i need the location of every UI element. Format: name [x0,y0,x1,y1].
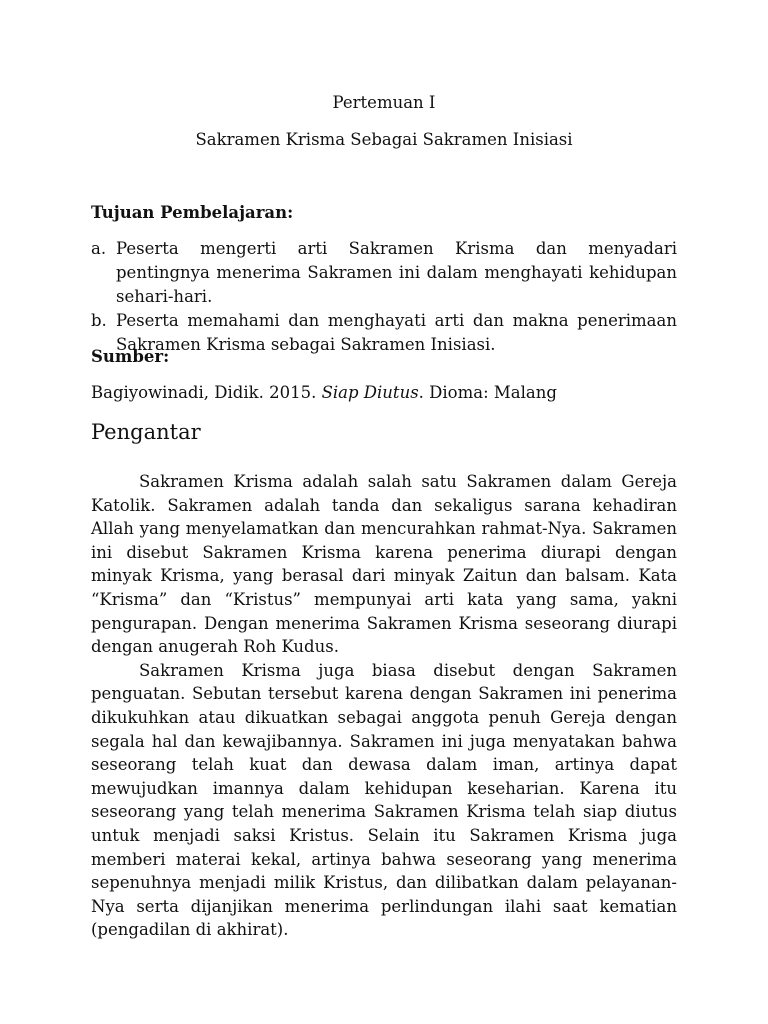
list-item-text: Peserta memahami dan menghayati arti dan makna penerimaan Sakramen Krisma sebagai Sakramen Inisiasi. [116,311,677,354]
citation-prefix: Bagiyowinadi, Didik. 2015. [91,383,322,402]
introduction-heading: Pengantar [91,420,201,444]
document-title: Sakramen Krisma Sebagai Sakramen Inisiasi [195,130,573,149]
sources-heading: Sumber: [91,347,170,366]
list-marker: a. [91,239,107,258]
introduction-body [91,470,677,942]
list-item-text: Peserta mengerti arti Sakramen Krisma dan menyadari pentingnya menerima Sakramen ini dalam menghayati kehidupan sehari-hari. [116,239,677,306]
objectives-list [91,237,677,357]
objectives-heading: Tujuan Pembelajaran: [91,203,294,222]
body-paragraph: Sakramen Krisma adalah salah satu Sakramen dalam Gereja Katolik. Sakramen adalah tanda dan sekaligus sarana kehadiran Allah yang menyelamatkan dan mencurahkan rahmat-Nya. Sakramen ini disebut Sakramen Krisma karena penerima diurapi dengan minyak Krisma, yang berasal dari minyak Zaitun dan balsam. Kata “Krisma” dan “Kristus” mempunyai arti kata yang sama, yakni pengurapan. Dengan menerima Sakramen Krisma seseorang diurapi dengan anugerah Roh Kudus. [91,472,677,657]
citation-title: Siap Diutus [321,383,419,402]
citation-suffix: . Dioma: Malang [418,383,557,402]
list-marker: b. [91,311,107,330]
source-citation [91,381,557,405]
body-paragraph: Sakramen Krisma juga biasa disebut dengan Sakramen penguatan. Sebutan tersebut karena dengan Sakramen ini penerima dikukuhkan atau dikuatkan sebagai anggota penuh Gereja dengan segala hal dan kewajibannya. Sakramen ini juga menyatakan bahwa seseorang telah kuat dan dewasa dalam iman, artinya dapat mewujudkan imannya dalam kehidupan keseharian. Karena itu seseorang yang telah menerima Sakramen Krisma telah siap diutus untuk menjadi saksi Kristus. Selain itu Sakramen Krisma juga memberi materai kekal, artinya bahwa seseorang yang menerima sepenuhnya menjadi milik Kristus, dan dilibatkan dalam pelayanan-Nya serta dijanjikan menerima perlindungan ilahi saat kematian (pengadilan di akhirat). [91,660,677,940]
list-item [91,237,677,309]
meeting-label: Pertemuan I [332,93,436,112]
list-item [91,309,677,357]
